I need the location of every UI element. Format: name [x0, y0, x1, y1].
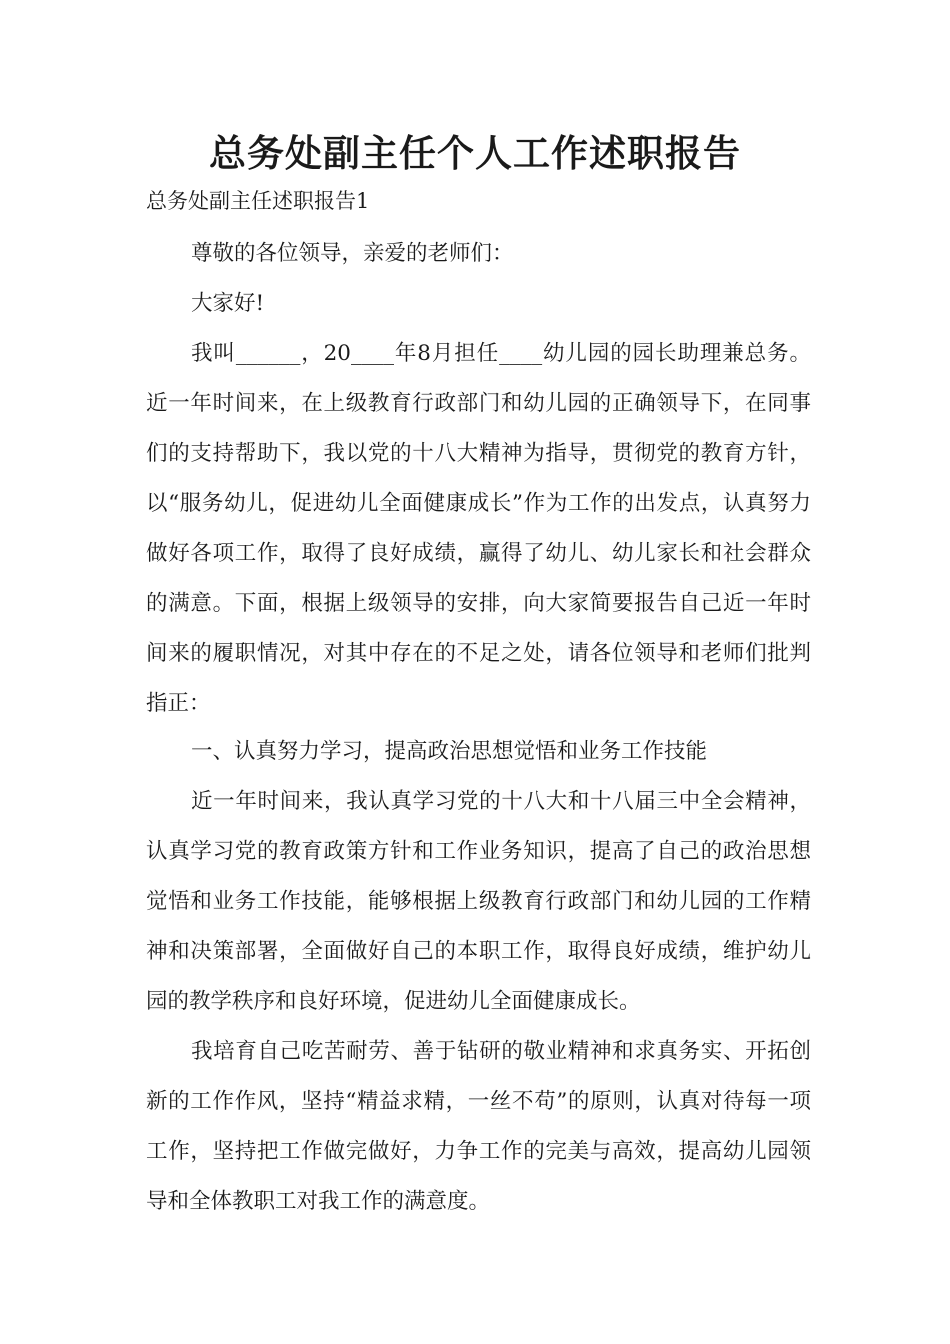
body-paragraph-1: 近一年时间来，我认真学习党的十八大和十八届三中全会精神，认真学习党的教育政策方针和工作业务知识，提高了自己的政治思想觉悟和业务工作技能，能够根据上级教育行政部门和幼儿园的工作精神和决策部署，全面做好自己的本职工作，取得良好成绩，维护幼儿园的教学秩序和良好环境，促进幼儿全面健康成长。 — [146, 789, 811, 1014]
hello-paragraph: 大家好! — [191, 291, 265, 316]
document-title: 总务处副主任个人工作述职报告 — [209, 132, 741, 175]
intro-paragraph: 我叫______，20____年8月担任____幼儿园的园长助理兼总务。近一年时间来，在上级教育行政部门和幼儿园的正确领导下，在同事们的支持帮助下，我以党的十八大精神为指导，贯彻党的教育方针，以“服务幼儿，促进幼儿全面健康成长”作为工作的出发点，认真努力做好各项工作，取得了良好成绩，赢得了幼儿、幼儿家长和社会群众的满意。下面，根据上级领导的安排，向大家简要报告自己近一年时间来的履职情况，对其中存在的不足之处，请各位领导和老师们批判指正： — [146, 341, 811, 716]
body-paragraph-2: 我培育自己吃苦耐劳、善于钻研的敬业精神和求真务实、开拓创新的工作作风，坚持“精益求精，一丝不苟”的原则，认真对待每一项工作，坚持把工作做完做好，力争工作的完美与高效，提高幼儿园领导和全体教职工对我工作的满意度。 — [146, 1039, 811, 1214]
greeting-paragraph: 尊敬的各位领导，亲爱的老师们： — [191, 241, 514, 266]
section-heading-1: 一、认真努力学习，提高政治思想觉悟和业务工作技能 — [191, 739, 708, 764]
document-subtitle: 总务处副主任述职报告1 — [146, 189, 370, 213]
